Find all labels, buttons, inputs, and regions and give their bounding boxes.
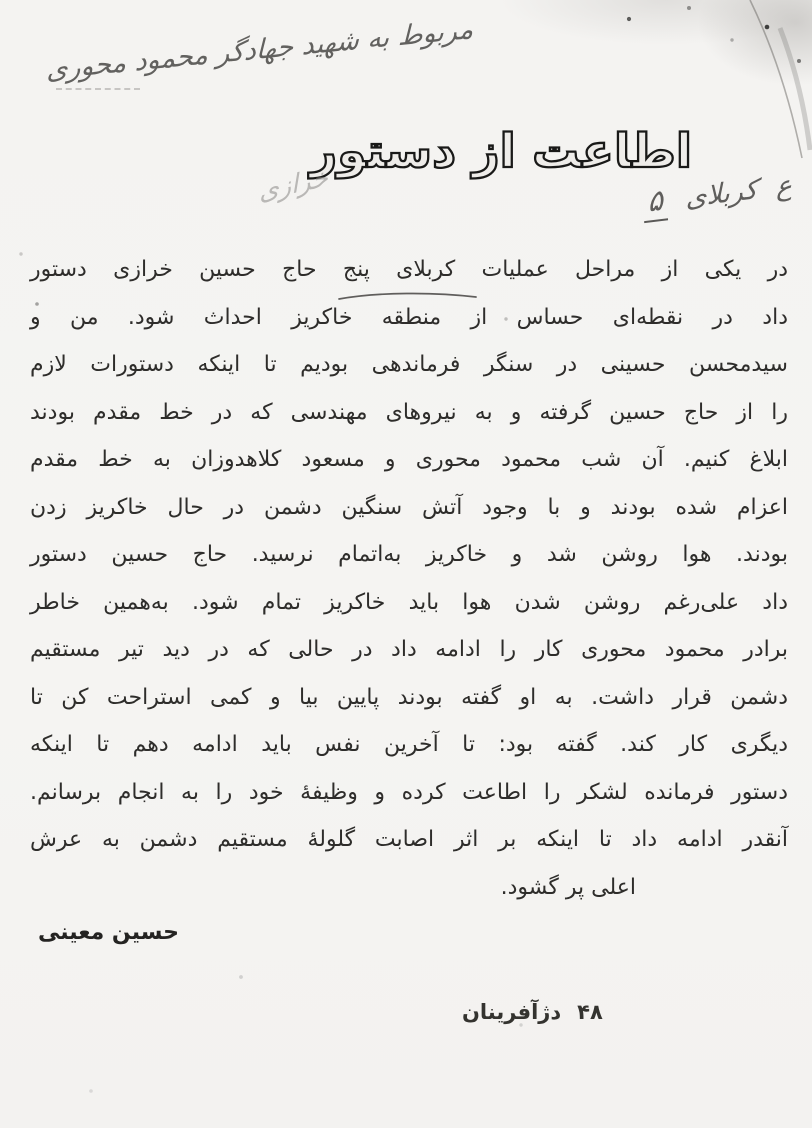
body-line: ابلاغ کنیم. آن شب محمود محوری و مسعود کلاهدوزان به خط مقدم	[30, 447, 788, 472]
body-line-last: اعلی پر گشود.	[500, 874, 636, 900]
body-line: اعزام شده بودند و با وجود آتش سنگین دشمن در حال خاکریز زدن	[30, 494, 788, 520]
body-line: بودند. هوا روشن شد و خاکریز به‌اتمام نرسید. حاج حسین دستور	[30, 542, 788, 567]
body-line: برادر محمود محوری کار را ادامه داد در حالی که در دید تیر مستقیم	[30, 637, 788, 662]
page-footer	[462, 1000, 603, 1024]
handwritten-operation-number: ۵	[643, 182, 668, 223]
page-title: اطاعت از دستور	[310, 124, 692, 179]
hand-underline-artifact	[336, 288, 480, 304]
page-number: ۴۸	[577, 1000, 603, 1024]
body-line: داد در نقطه‌ای حساس از منطقه خاکریز احداث شود. من و	[30, 304, 788, 330]
body-line: سیدمحسن حسینی در سنگر فرماندهی بودیم تا اینکه دستورات لازم	[30, 352, 788, 377]
scan-dash-artifact	[56, 88, 140, 90]
handwritten-note-top: مربوط به شهید جهادگر محمود محوری	[46, 13, 474, 87]
handwritten-operation-text: ع کربلای	[684, 169, 792, 215]
body-line: را از حاج حسین گرفته و به نیروهای مهندسی که در خط مقدم بودند	[30, 399, 788, 425]
body-paragraph	[30, 246, 788, 911]
body-line: داد علی‌رغم روشن شدن هوا باید خاکریز تمام شود. به‌همین خاطر	[30, 589, 788, 615]
body-line: در یکی از مراحل عملیات کربلای پنج حاج حسین خرازی دستور	[30, 257, 788, 282]
body-line: دیگری کار کند. گفته بود: تا آخرین نفس باید ادامه دهم تا اینکه	[30, 732, 788, 757]
body-line: دشمن قرار داشت. به او گفته بودند پایین بیا و کمی استراحت کن تا	[30, 684, 788, 710]
author-signature: حسین معینی	[38, 920, 179, 945]
body-line: دستور فرمانده لشکر را اطاعت کرده و وظیفهٔ خود را به انجام برسانم.	[30, 779, 788, 805]
scan-specks-artifact	[0, 0, 2, 2]
book-title: دژآفرینان	[462, 1000, 562, 1024]
body-line: آنقدر ادامه داد تا اینکه بر اثر اصابت گلولهٔ مستقیم دشمن به عرش	[30, 827, 788, 852]
handwritten-word-faint: خرازی	[257, 162, 329, 208]
page-curl-artifact	[722, 0, 812, 170]
